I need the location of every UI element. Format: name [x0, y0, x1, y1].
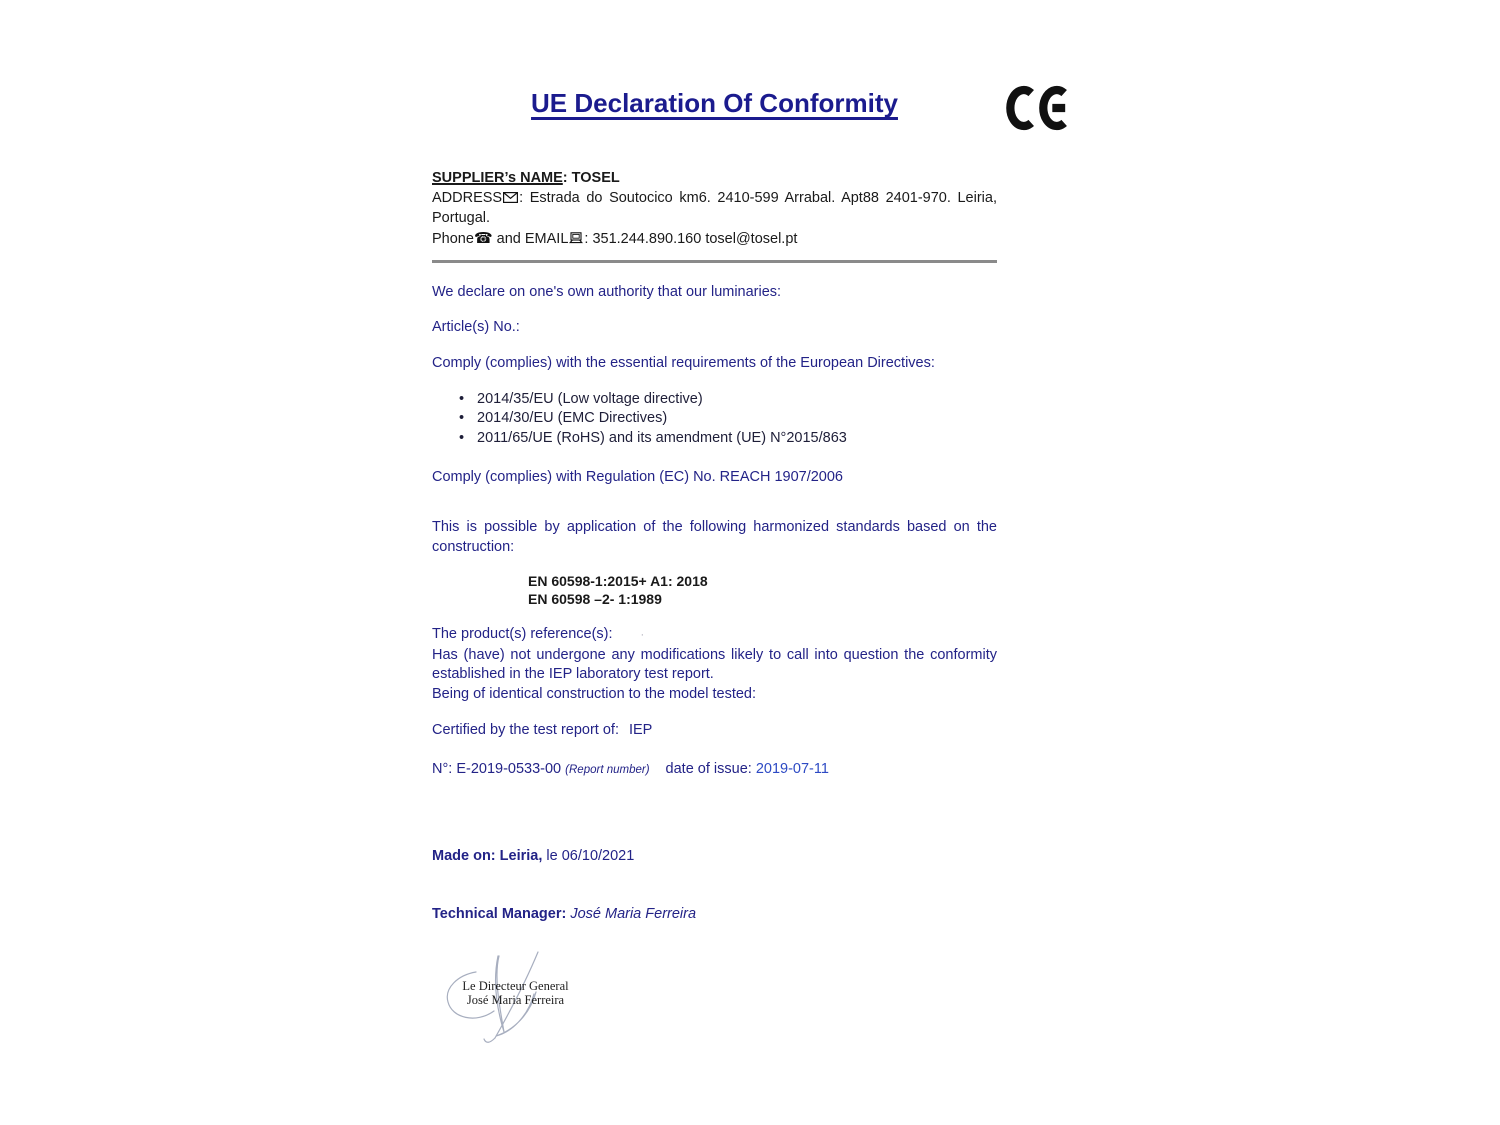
report-number: N°: E-2019-0533-00 [432, 761, 562, 777]
product-ref-line [432, 625, 997, 646]
technical-manager-line [432, 905, 997, 925]
supplier-name-label: SUPPLIER’s NAME [432, 170, 563, 186]
issue-date-label: date of issue: [665, 761, 752, 777]
manager-name: José Maria Ferreira [570, 906, 697, 922]
issue-date-value: 2019-07-11 [755, 761, 829, 777]
report-note: (Report number) [565, 764, 650, 776]
made-on-date: le 06/10/2021 [542, 848, 635, 864]
modifications-line2: established in the IEP laboratory test report. [432, 666, 714, 683]
comply-directives-line: Comply (complies) with the essential requirements of the European Directives: [432, 355, 935, 371]
stamp-line1: Le Directeur General [462, 979, 569, 993]
supplier-address-line2: Portugal. [432, 210, 491, 227]
supplier-name-line [432, 169, 997, 189]
stamp-line2: José Maria Ferreira [466, 993, 565, 1007]
list-item: • 2014/30/EU (EMC Directives) [432, 409, 997, 428]
standards-block [528, 572, 928, 608]
made-on-label: Made on: Leiria, [432, 848, 543, 864]
identical-line: Being of identical construction to the model tested: [432, 686, 757, 703]
certified-label: Certified by the test report of: [432, 722, 619, 738]
certified-value: IEP [628, 722, 653, 738]
list-item: • 2014/35/EU (Low voltage directive) [432, 390, 997, 409]
articles-line: Article(s) No.: [432, 319, 520, 335]
telephone-icon: ☎ [473, 229, 493, 248]
modifications-line1: Has (have) not undergone any modifications likely to call into question the conformity [432, 646, 997, 663]
contact-value: : 351.244.890.160 tosel@tosel.pt [584, 231, 798, 248]
harmonized-line2: construction: [432, 538, 515, 555]
harmonized-line1: This is possible by application of the following harmonized standards based on the [432, 519, 997, 535]
supplier-name-value: : TOSEL [562, 170, 620, 186]
made-on-line [432, 847, 997, 867]
standard-line: EN 60598-1:2015+ A1: 2018 [528, 573, 708, 589]
address-label: ADDRESS [432, 189, 503, 206]
horizontal-divider [432, 260, 997, 263]
product-reference-paragraph [432, 625, 997, 705]
product-ref-text: The product(s) reference(s): [432, 626, 613, 642]
harmonized-paragraph [432, 518, 997, 557]
list-item: • 2011/65/UE (RoHS) and its amendment (UE) N°2015/863 [432, 429, 997, 448]
manager-label: Technical Manager: [432, 906, 567, 922]
signature-stamp-text [448, 979, 583, 1007]
standard-line: EN 60598 –2- 1:1989 [528, 591, 662, 607]
supplier-address-line [432, 189, 997, 210]
ce-mark-logo [1006, 83, 1076, 138]
supplier-contact-line [432, 229, 997, 251]
ce-mark-icon [1006, 83, 1076, 133]
stray-mark: · [640, 629, 645, 641]
report-line [432, 760, 997, 781]
comply-reach-line: Comply (complies) with Regulation (EC) No. REACH 1907/2006 [432, 469, 843, 485]
directives-list [432, 390, 997, 448]
page-title: UE Declaration Of Conformity [531, 88, 898, 118]
email-label: and EMAIL [492, 231, 569, 248]
computer-icon [569, 231, 583, 251]
address-value: : Estrada do Soutocico km6. 2410-599 Arrabal. Apt88 2401-970. Leiria, [519, 189, 997, 206]
declaration-line: We declare on one's own authority that our luminaries: [432, 284, 782, 300]
supplier-block [432, 169, 997, 251]
certified-line [432, 721, 997, 741]
phone-label: Phone [432, 231, 474, 248]
envelope-icon [503, 190, 518, 210]
